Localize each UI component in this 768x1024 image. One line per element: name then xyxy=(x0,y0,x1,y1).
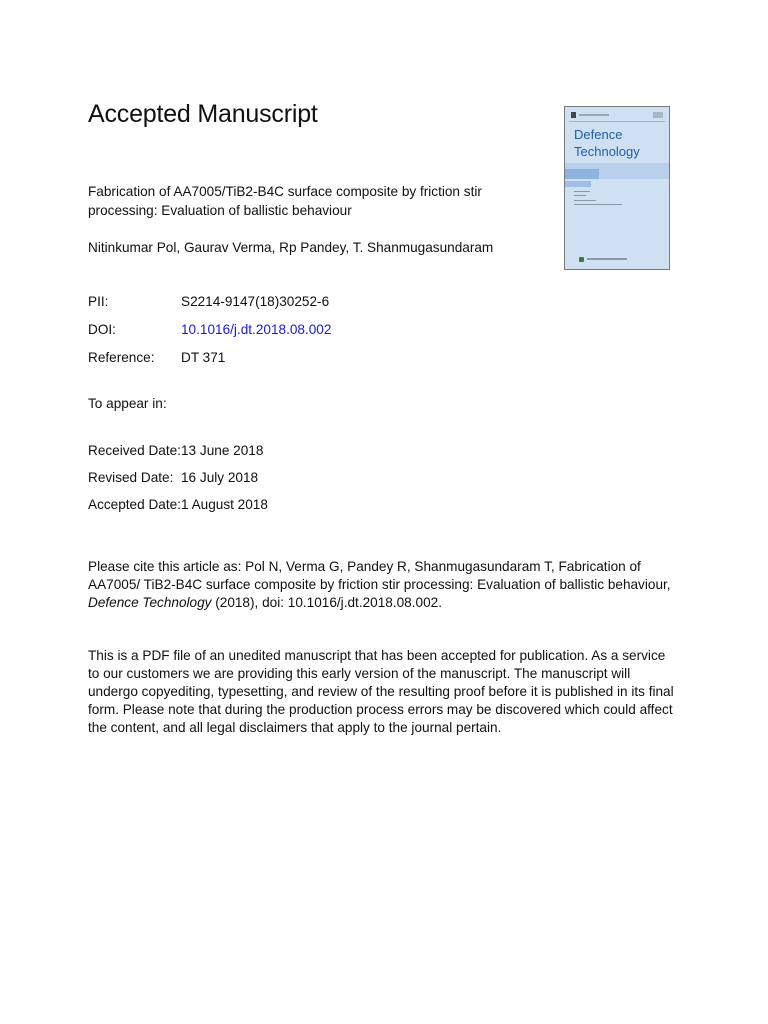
reference-value: DT 371 xyxy=(181,350,226,365)
appear-in-label: To appear in: xyxy=(88,396,167,411)
cover-decoration xyxy=(653,112,663,118)
journal-cover-image xyxy=(564,106,670,270)
author-list: Nitinkumar Pol, Gaurav Verma, Rp Pandey, T. Shanmugasundaram xyxy=(88,240,494,255)
pii-value: S2214-9147(18)30252-6 xyxy=(181,294,330,309)
cover-band xyxy=(565,169,599,179)
citation-paragraph xyxy=(88,558,678,612)
accepted-date-row xyxy=(88,497,268,512)
article-title: Fabrication of AA7005/TiB2-B4C surface composite by friction stir processing: Evaluation of ballistic behaviour xyxy=(88,184,482,218)
disclaimer-paragraph: This is a PDF file of an unedited manuscript that has been accepted for publication. As a service to our customers we are providing this early version of the manuscript. The manuscript will undergo copyediting, typesetting, and review of the resulting proof before it is published in its final form. Please note that during the production process errors may be discovered which could affect the content, and all legal disclaimers that apply to the journal pertain. xyxy=(88,648,674,735)
cover-decoration xyxy=(579,114,609,116)
society-logo-icon xyxy=(579,257,584,262)
citation-suffix: (2018), doi: 10.1016/j.dt.2018.08.002. xyxy=(211,595,442,610)
accepted-label: Accepted Date: xyxy=(88,497,181,512)
cover-text-line xyxy=(574,191,590,192)
citation-prefix: Please cite this article as: Pol N, Verma G, Pandey R, Shanmugasundaram T, Fabrication of AA7005/ TiB2-B4C surface composite by friction stir processing: Evaluation of ballistic behaviour, xyxy=(88,559,671,592)
accepted-value: 1 August 2018 xyxy=(181,497,268,512)
received-value: 13 June 2018 xyxy=(181,443,264,458)
cover-text-line xyxy=(574,200,596,201)
publisher-logo-icon xyxy=(571,112,576,118)
revised-label: Revised Date: xyxy=(88,470,174,485)
received-label: Received Date: xyxy=(88,443,181,458)
cover-text-line xyxy=(587,258,627,260)
doi-row xyxy=(88,322,331,337)
pii-label: PII: xyxy=(88,294,109,309)
cover-journal-name: Defence Technology xyxy=(574,127,640,159)
received-date-row xyxy=(88,443,263,458)
cover-divider xyxy=(569,121,665,122)
reference-label: Reference: xyxy=(88,350,155,365)
page-heading: Accepted Manuscript xyxy=(88,100,318,128)
cover-text-line xyxy=(574,204,622,205)
doi-link[interactable]: 10.1016/j.dt.2018.08.002 xyxy=(181,322,332,337)
cover-text-line xyxy=(574,195,586,196)
pii-row xyxy=(88,294,329,309)
citation-journal: Defence Technology xyxy=(88,595,212,610)
revised-date-row xyxy=(88,470,258,485)
reference-row xyxy=(88,350,225,365)
revised-value: 16 July 2018 xyxy=(181,470,259,485)
doi-label: DOI: xyxy=(88,322,116,337)
cover-band xyxy=(565,181,591,187)
